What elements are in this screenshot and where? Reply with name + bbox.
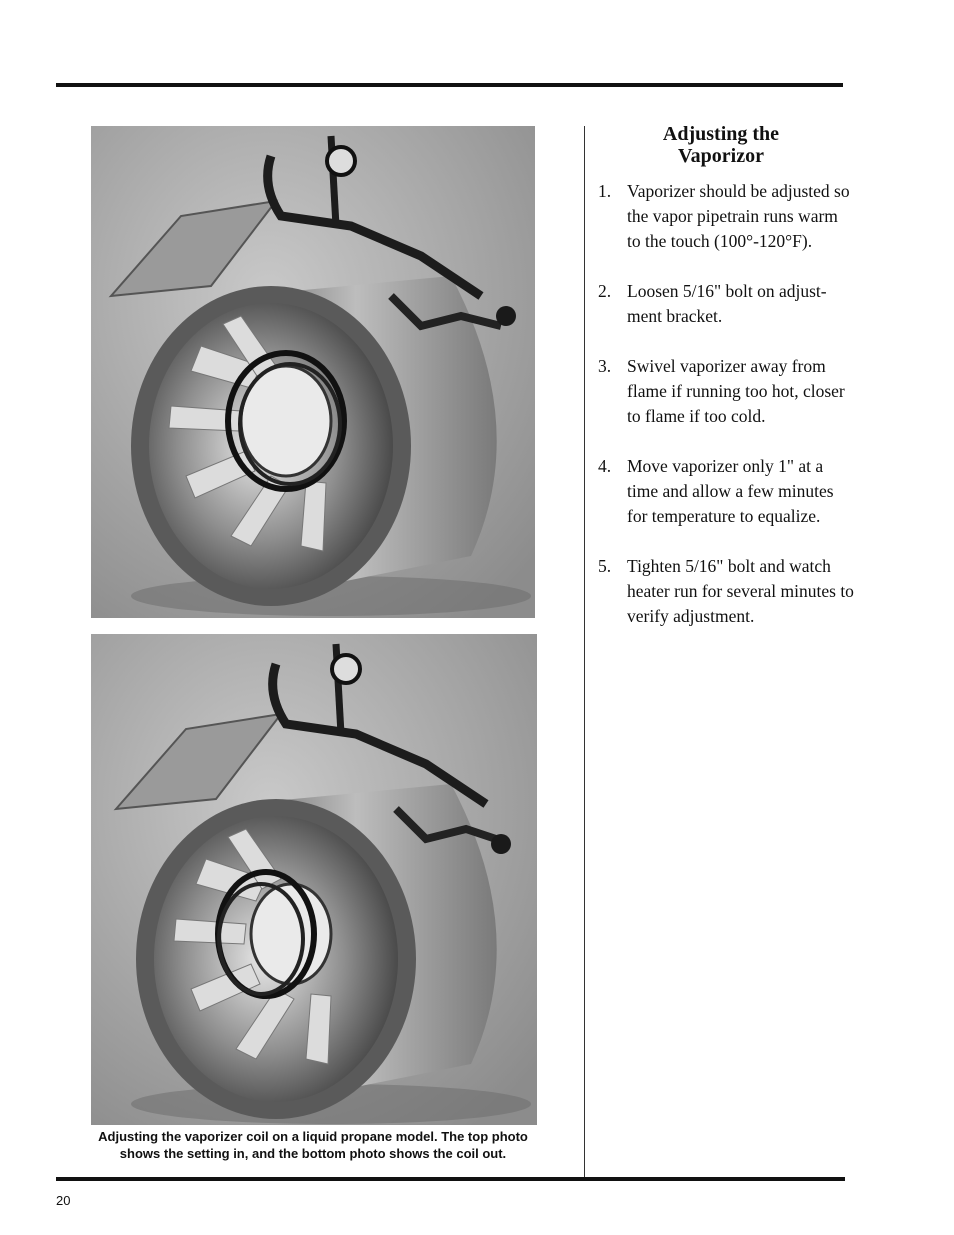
step-number: 3. [598,356,612,376]
photo-caption [64,1128,562,1162]
header-rule [56,83,843,87]
step-item [598,354,854,429]
step-item [598,454,854,529]
caption-line-1: Adjusting the vaporizer coil on a liquid propane model. The top photo [98,1129,528,1144]
heading-line-1: Adjusting the [662,123,780,145]
step-item [598,179,854,254]
heading-line-2: Vaporizor [678,145,764,167]
photo-vaporizer-coil-in [91,126,535,618]
step-text: Swivel vaporizer away from flame if running too hot, closer to flame if too cold. [627,356,845,426]
section-heading [610,123,832,167]
footer-rule [56,1177,845,1181]
photo-vaporizer-coil-out [91,634,537,1125]
step-text: Loosen 5/16" bolt on adjust-ment bracket. [627,281,827,326]
step-item [598,279,854,329]
caption-line-2: shows the setting in, and the bottom photo shows the coil out. [119,1146,507,1161]
step-number: 4. [598,456,612,476]
column-divider [584,126,585,1178]
step-number: 1. [598,181,612,201]
step-text: Tighten 5/16" bolt and watch heater run for several minutes to verify adjustment. [627,556,854,626]
step-text: Vaporizer should be adjusted so the vapor pipetrain runs warm to the touch (100°-120°F). [627,181,850,251]
adjustment-steps-list [598,179,854,654]
step-number: 5. [598,556,612,576]
step-item [598,554,854,629]
step-text: Move vaporizer only 1" at a time and allow a few minutes for temperature to equalize. [627,456,834,526]
step-number: 2. [598,281,612,301]
page-number: 20 [56,1193,71,1208]
